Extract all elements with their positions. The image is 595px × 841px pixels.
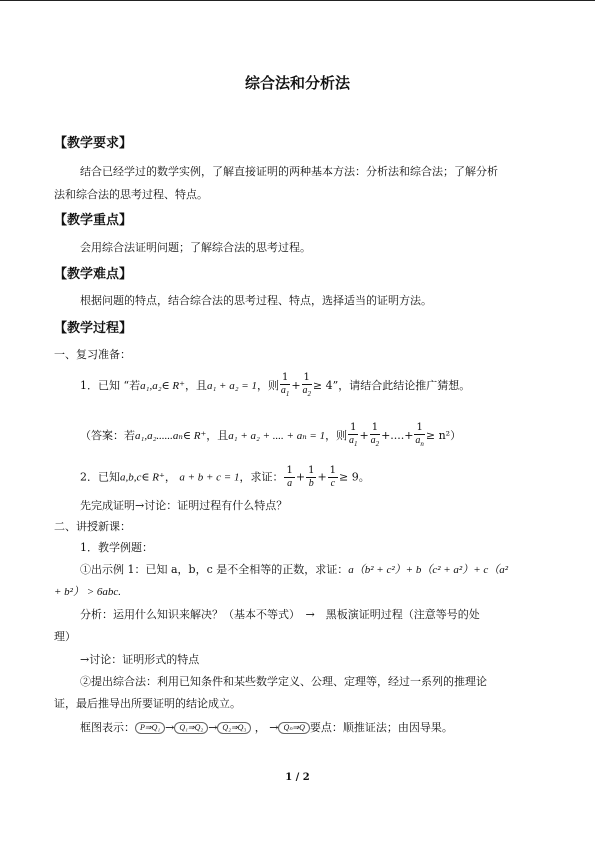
fraction-1-over-a1: $\frac{1}{a_1}$ bbox=[349, 422, 358, 448]
example-1-line-1: ①出示例 1：已知 a，b，c 是不全相等的正数，求证：a（b² + c²）+ b（c² + a²）+ c（a² bbox=[80, 563, 509, 576]
difficulties-text: 根据问题的特点，结合综合法的思考过程、特点，选择适当的证明方法。 bbox=[80, 294, 432, 307]
review-discussion: 先完成证明→讨论：证明过程有什么特点？ bbox=[80, 499, 288, 512]
page-title: 综合法和分析法 bbox=[244, 74, 350, 92]
heading-difficulties: 【教学难点】 bbox=[54, 267, 133, 282]
page-number: 1 / 2 bbox=[285, 772, 310, 783]
fraction-1-over-a2: $\frac{1}{a_2}$ bbox=[370, 422, 380, 448]
requirements-text-1: 结合已经学过的数学实例，了解直接证明的两种基本方法：分析法和综合法；了解分析 bbox=[80, 165, 498, 178]
key-points-text: 会用综合法证明问题；了解综合法的思考过程。 bbox=[80, 241, 311, 254]
synthesis-line-1: ②提出综合法：利用已知条件和某些数学定义、公理、定理等，经过一系列的推理论 bbox=[80, 675, 487, 688]
flow-box-2: Q₁⇒Q₂ bbox=[174, 722, 208, 734]
heading-process: 【教学过程】 bbox=[54, 321, 133, 336]
fraction-1-over-a2: $\frac{1}{a_2}$ bbox=[302, 372, 311, 398]
top-rule bbox=[0, 0, 595, 1]
synthesis-line-2: 证，最后推导出所要证明的结论成立。 bbox=[54, 697, 241, 710]
flow-diagram-row: 框图表示： P⇒Q₁ → Q₁⇒Q₂ → Q₂⇒Q₃ ， → Qₙ⇒Q 要点：顺推证法；由因导果。 bbox=[80, 721, 453, 734]
discussion-2: →讨论：证明形式的特点 bbox=[80, 653, 200, 666]
fraction-1-over-c: $\frac{1}{c}$ bbox=[329, 465, 337, 489]
fraction-1-over-a: $\frac{1}{a}$ bbox=[286, 465, 293, 489]
example-1-line-2: + b²） > 6abc. bbox=[54, 586, 122, 598]
heading-requirements: 【教学要求】 bbox=[54, 136, 133, 151]
fraction-1-over-an: $\frac{1}{a_n}$ bbox=[415, 422, 424, 448]
requirements-text-2: 法和综合法的思考过程、特点。 bbox=[54, 188, 208, 201]
review-item-1: 1．已知 “若a₁,a₂∈ R⁺，且a₁ + a₂ = 1，则 $\frac{1}{a_1}$ + $\frac{1}{a_2}$ ≥ 4”，请结合此结论推广猜想。 bbox=[80, 372, 471, 398]
flow-box-3: Q₂⇒Q₃ bbox=[217, 722, 251, 734]
analysis-line-1: 分析：运用什么知识来解决？（基本不等式） → 黑板演证明过程（注意等号的处 bbox=[80, 608, 480, 621]
review-answer: （答案：若a₁,a₂......aₙ∈ R⁺，且a₁ + a₂ + .... + aₙ = 1，则 $\frac{1}{a_1}$ + $\frac{1}{a_2}$ +....+ $\frac{1}{a_n}$ ≥ n²） bbox=[80, 422, 462, 448]
heading-key-points: 【教学重点】 bbox=[54, 213, 133, 228]
lecture-sub-1: 1．教学例题： bbox=[80, 541, 153, 554]
fraction-1-over-b: $\frac{1}{b}$ bbox=[308, 465, 315, 489]
analysis-line-2: 理） bbox=[54, 630, 76, 643]
flow-box-1: P⇒Q₁ bbox=[135, 722, 165, 734]
review-item-2: 2．已知a,b,c∈ R⁺， a + b + c = 1，求证： $\frac{1}{a}$ + $\frac{1}{b}$ + $\frac{1}{c}$ ≥ 9。 bbox=[80, 465, 370, 489]
review-heading: 一、复习准备： bbox=[54, 348, 131, 361]
fraction-1-over-a1: $\frac{1}{a_1}$ bbox=[280, 372, 290, 398]
lecture-heading: 二、讲授新课： bbox=[54, 520, 131, 533]
flow-box-4: Qₙ⇒Q bbox=[278, 722, 309, 734]
